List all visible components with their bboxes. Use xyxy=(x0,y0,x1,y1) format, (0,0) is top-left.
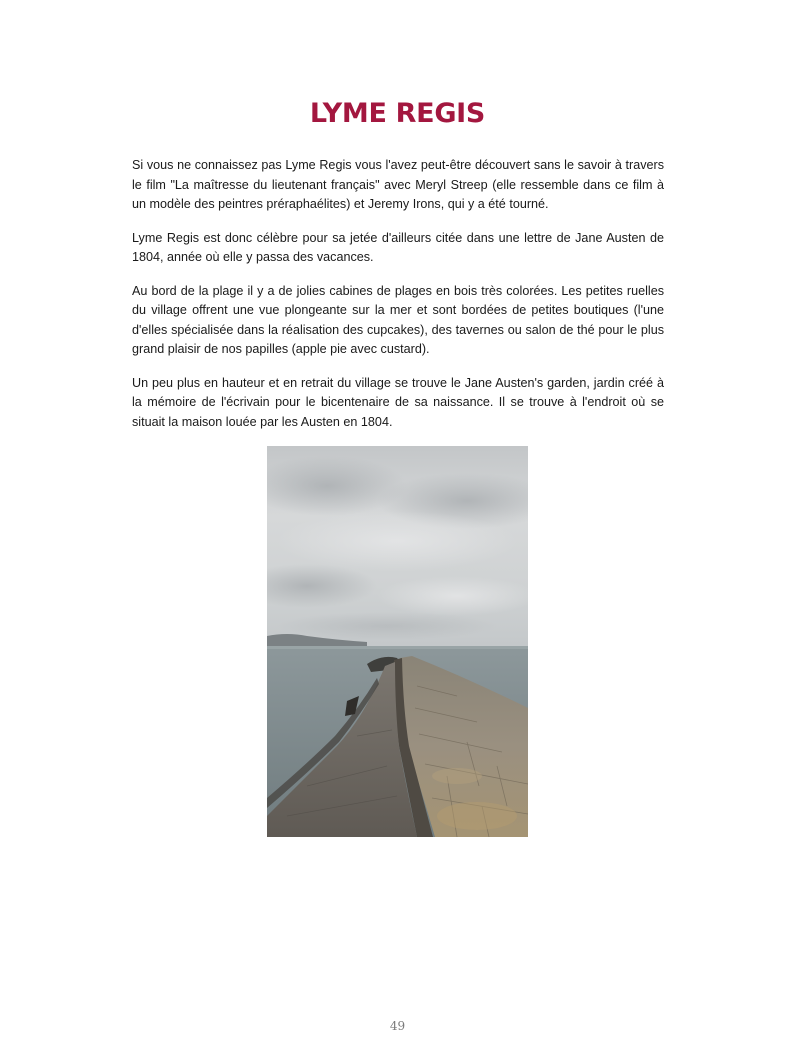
jetty-photo-illustration xyxy=(267,446,528,837)
page-number: 49 xyxy=(389,1019,406,1033)
paragraph-2: Lyme Regis est donc célèbre pour sa jetée d'ailleurs citée dans une lettre de Jane Austen de 1804, année où elle y passa des vacances. xyxy=(132,230,664,264)
paragraph-1: Si vous ne connaissez pas Lyme Regis vous l'avez peut-être découvert sans le savoir à travers le film "La maîtresse du lieutenant français" avec Meryl Streep (elle ressemble dans ce film à un modèle des peintres préraphaélites) et Jeremy Irons, qui y a été tourné. xyxy=(132,158,664,211)
page-title: LYME REGIS xyxy=(309,98,486,129)
jetty-photo xyxy=(267,446,528,837)
body-text xyxy=(132,156,664,446)
paragraph-3: Au bord de la plage il y a de jolies cabines de plages en bois très colorées. Les petites ruelles du village offrent une vue plongeante sur la mer et sont bordées de petites boutiques (l'une d'elles spécialisée dans la réalisation des cupcakes), des tavernes ou salon de thé pour le plus grand plaisir de nos papilles (apple pie avec custard). xyxy=(132,283,664,356)
paragraph-4: Un peu plus en hauteur et en retrait du village se trouve le Jane Austen's garden, jardin créé à la mémoire de l'écrivain pour le bicentenaire de sa naissance. Il se trouve à l'endroit où se situait la maison louée par les Austen en 1804. xyxy=(132,375,664,429)
